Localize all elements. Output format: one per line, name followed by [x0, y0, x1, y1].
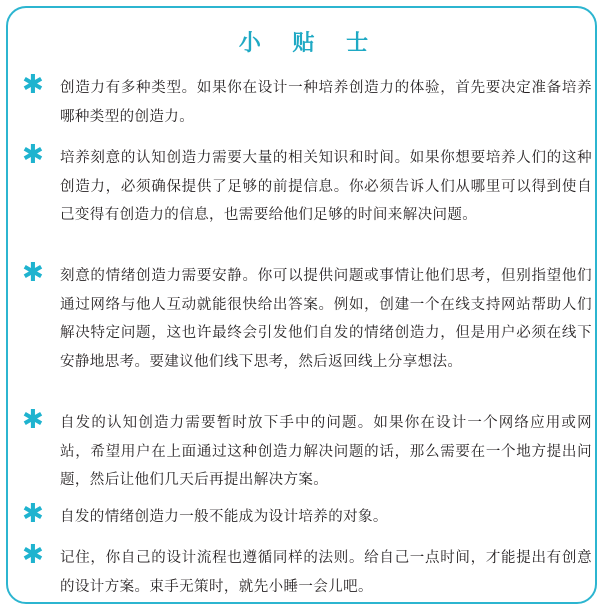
tips-title: 小 贴 士	[238, 31, 381, 56]
asterisk-icon: ✱	[22, 540, 44, 570]
asterisk-icon: ✱	[22, 140, 44, 170]
asterisk-icon: ✱	[22, 499, 44, 529]
tip-text-1: 创造力有多种类型。如果你在设计一种培养创造力的体验，首先要决定准备培养哪种类型的创造力。	[60, 80, 592, 125]
tip-item-5	[22, 499, 592, 532]
tip-item-6	[22, 540, 592, 601]
tip-text-4: 自发的认知创造力需要暂时放下手中的问题。如果你在设计一个网络应用或网站，希望用户在上面通过这种创造力解决问题的话，那么需要在一个地方提出问题，然后让他们几天后再提出解决方案。	[60, 415, 592, 488]
tip-item-2	[22, 140, 592, 230]
tip-item-3	[22, 258, 592, 376]
tip-text-3: 刻意的情绪创造力需要安静。你可以提供问题或事情让他们思考，但别指望他们通过网络与他人互动就能很快给出答案。例如，创建一个在线支持网站帮助人们解决特定问题，这也许最终会引发他们自发的情绪创造力，但是用户必须在线下安静地思考。要建议他们线下思考，然后返回线上分享想法。	[60, 268, 592, 370]
tip-item-1	[22, 70, 592, 131]
asterisk-icon: ✱	[22, 258, 44, 288]
tip-text-2: 培养刻意的认知创造力需要大量的相关知识和时间。如果你想要培养人们的这种创造力，必须确保提供了足够的前提信息。你必须告诉人们从哪里可以得到使自己变得有创造力的信息，也需要给他们足够的时间来解决问题。	[60, 150, 592, 223]
tip-text-5: 自发的情绪创造力一般不能成为设计培养的对象。	[60, 509, 388, 525]
tip-text-6: 记住，你自己的设计流程也遵循同样的法则。给自己一点时间，才能提出有创意的设计方案。束手无策时，就先小睡一会儿吧。	[60, 550, 592, 595]
asterisk-icon: ✱	[22, 405, 44, 435]
tip-item-4	[22, 405, 592, 495]
asterisk-icon: ✱	[22, 70, 44, 100]
